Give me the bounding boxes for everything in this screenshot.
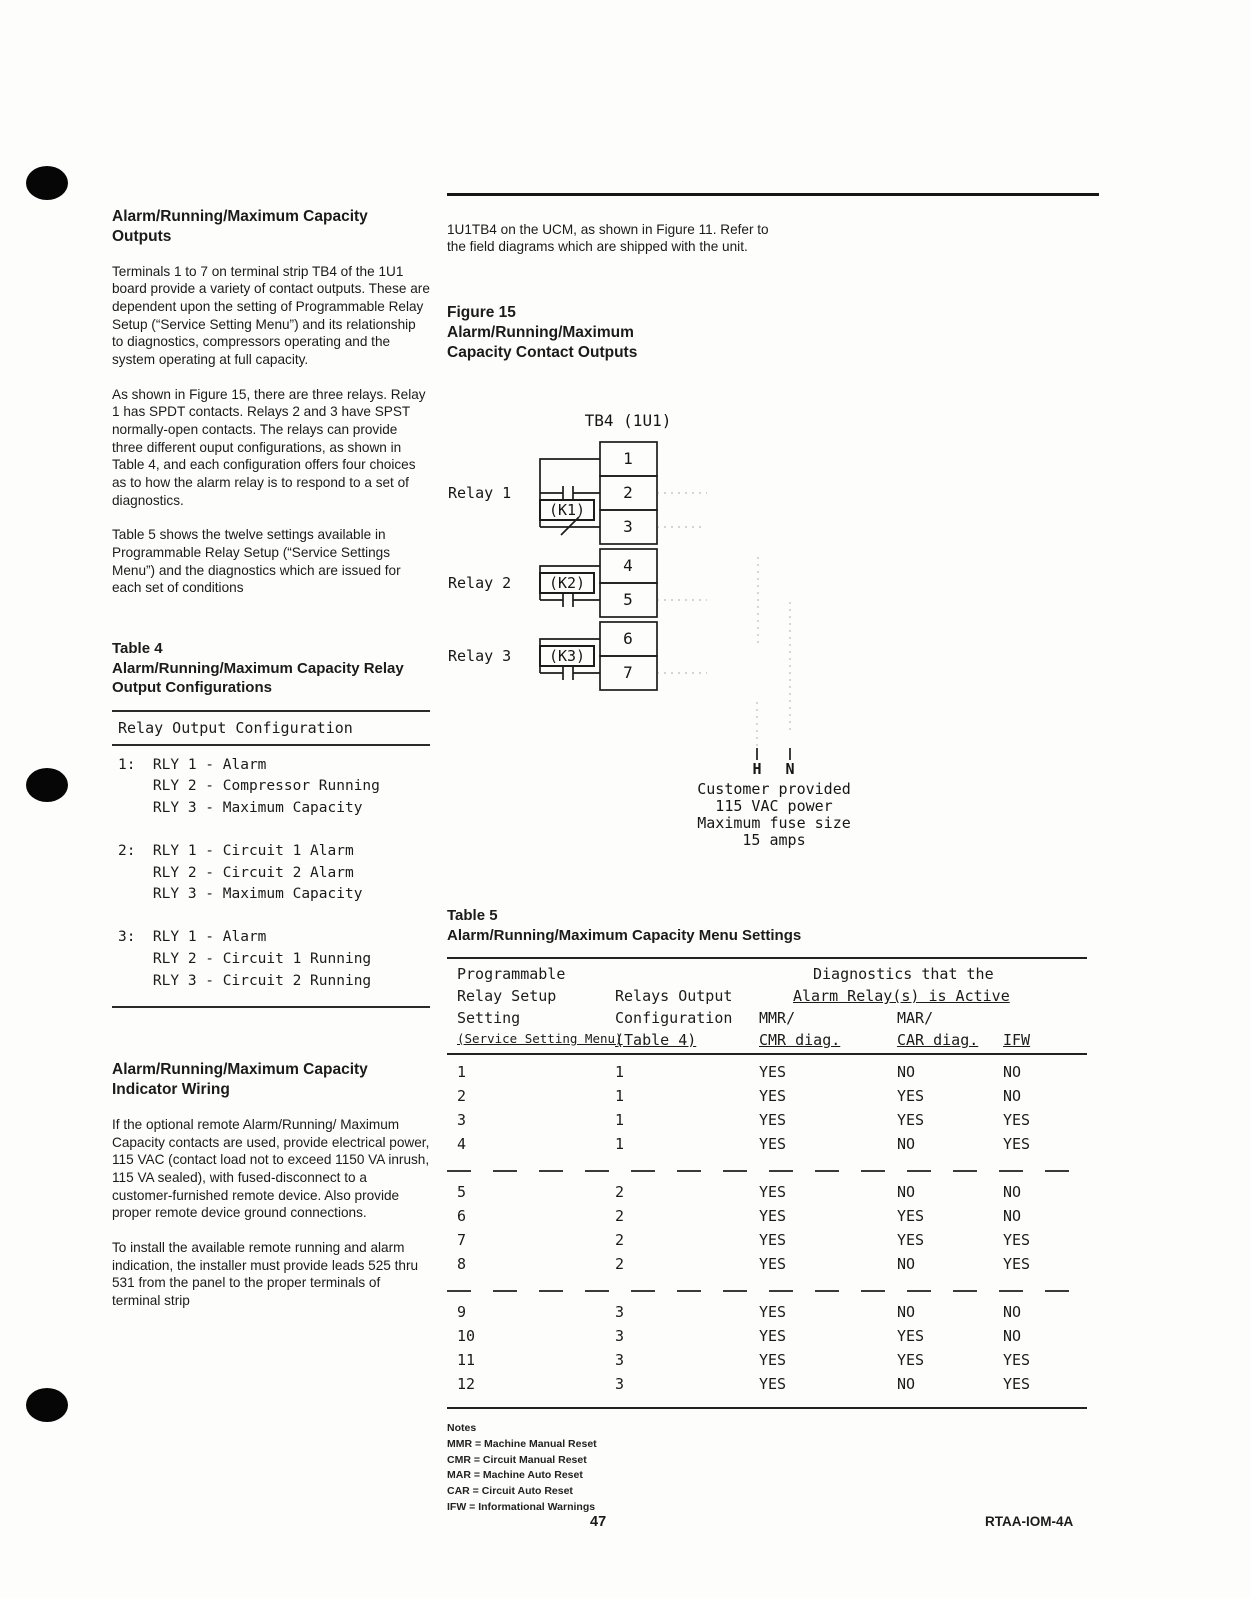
cell-ifw: NO [1003,1327,1022,1345]
table4-header: Relay Output Configuration [112,710,430,746]
power-note-line: Customer provided [697,780,851,798]
table5-title: Alarm/Running/Maximum Capacity Menu Settings [447,926,802,944]
table5-notes [447,1421,1087,1516]
cell-setting: 3 [457,1111,467,1129]
terminal-number: 7 [623,663,633,682]
relay2-coil-label: (K2) [548,574,586,592]
cell-ifw: YES [1003,1231,1031,1249]
cell-setting: 12 [457,1375,476,1393]
cell-ifw: YES [1003,1351,1031,1369]
faint-annotations [657,493,790,747]
table5-row [447,1111,1087,1135]
section-heading-indicator-wiring: Alarm/Running/Maximum Capacity Indicator Wiring [112,1061,368,1099]
table5-row [447,1327,1087,1351]
cell-setting: 11 [457,1351,476,1369]
cell-mar: NO [897,1183,916,1201]
header-col1: Setting [457,1009,521,1027]
header-col2: Configuration [615,1009,733,1027]
table5-row [447,1255,1087,1279]
tb4-label: TB4 (1U1) [584,411,672,430]
wiring-section [112,1060,430,1309]
note-line: Notes [447,1422,477,1434]
divider [112,1006,430,1008]
cell-ifw: NO [1003,1063,1022,1081]
header-col3: CMR diag. [759,1031,841,1049]
paragraph: If the optional remote Alarm/Running/ Maximum Capacity contacts are used, provide electrical power, 115 VAC (contact load not to exceed 1150 VA inrush, 115 VA sealed), with fused-disconnect to a customer-furnished remote device. Also provide proper remote device ground connections. [112,1116,430,1221]
header-col2: (Table 4) [615,1031,697,1049]
power-note-line: 15 amps [742,831,806,849]
power-note-line: 115 VAC power [715,797,833,815]
document-code: RTAA-IOM-4A [985,1514,1074,1529]
header-col1: (Service Setting Menu) [457,1031,623,1046]
cell-config: 3 [615,1351,625,1369]
hole-punch-mark [26,768,68,802]
table4-line: 2: RLY 1 - Circuit 1 Alarm [118,842,354,859]
cell-mmr: YES [759,1303,787,1321]
cell-ifw: NO [1003,1183,1022,1201]
table5-body [447,1055,1087,1399]
cell-mar: NO [897,1375,916,1393]
note-line: CAR = Circuit Auto Reset [447,1485,573,1497]
neutral-lead-label: N [785,760,795,778]
table4 [112,639,430,1008]
header-col4: CAR diag. [897,1031,979,1049]
table4-line: RLY 3 - Maximum Capacity [118,800,363,817]
cell-config: 2 [615,1255,625,1273]
cell-mmr: YES [759,1063,787,1081]
hole-punch-mark [26,1388,68,1422]
table5-row [447,1183,1087,1207]
cell-mar: YES [897,1087,925,1105]
table4-line [118,906,430,927]
note-line: MAR = Machine Auto Reset [447,1469,583,1482]
cell-config: 3 [615,1303,625,1321]
table5-header [447,957,1087,1055]
cell-setting: 10 [457,1327,476,1345]
cell-config: 1 [615,1063,625,1081]
relay2-label: Relay 2 [448,574,512,592]
table4-line: RLY 2 - Circuit 2 Alarm [118,864,354,881]
cell-config: 3 [615,1327,625,1345]
cell-mmr: YES [759,1207,787,1225]
cell-mmr: YES [759,1375,787,1393]
cell-mar: YES [897,1351,925,1369]
cell-mar: YES [897,1231,925,1249]
cell-mar: YES [897,1207,925,1225]
column-rule [447,193,1099,196]
cell-setting: 1 [457,1063,467,1081]
relay1-coil-label: (K1) [548,501,586,519]
table4-line [118,820,430,841]
header-col5: IFW [1003,1031,1031,1049]
figure15-title-line1: Alarm/Running/Maximum [447,324,634,342]
terminal-number: 3 [623,517,633,536]
table5-row [447,1303,1087,1327]
table5-row [447,1207,1087,1231]
divider [447,1407,1087,1409]
cell-ifw: YES [1003,1375,1031,1393]
header-diag: Alarm Relay(s) is Active [793,987,1010,1005]
cell-setting: 6 [457,1207,467,1225]
cell-setting: 2 [457,1087,467,1105]
section-heading-capacity-outputs: Alarm/Running/Maximum Capacity Outputs [112,208,368,245]
cell-config: 1 [615,1087,625,1105]
relay1-label: Relay 1 [448,484,512,502]
table4-line: RLY 3 - Maximum Capacity [118,886,363,903]
cell-ifw: NO [1003,1087,1022,1105]
table4-line: RLY 2 - Circuit 1 Running [118,950,372,967]
header-col3: MMR/ [759,1009,796,1027]
note-line: CMR = Circuit Manual Reset [447,1453,587,1466]
table5-label: Table 5 [447,907,498,924]
terminal-number: 1 [623,449,633,468]
table4-line: 1: RLY 1 - Alarm [118,756,267,773]
figure15-title-line2: Capacity Contact Outputs [447,344,638,362]
cell-mmr: YES [759,1183,787,1201]
cell-ifw: YES [1003,1135,1031,1153]
paragraph: To install the available remote running and alarm indication, the installer must provide leads 525 thru 531 from the panel to the proper terminals of terminal strip [112,1240,419,1309]
cell-mmr: YES [759,1231,787,1249]
terminal-number: 6 [623,629,633,648]
header-diag: Diagnostics that the [813,965,994,983]
hole-punch-mark [26,166,68,200]
cell-mar: YES [897,1327,925,1345]
power-leads [757,748,790,760]
paragraph: Terminals 1 to 7 on terminal strip TB4 of the 1U1 board provide a variety of contact outputs. These are dependent upon the setting of Programmable Relay Setup (“Service Setting Menu”) and its relationship to diagnostics, compressors operating and the system operating at full capacity. [112,263,430,368]
figure15-heading [447,303,637,363]
cell-setting: 8 [457,1255,467,1273]
header-col4: MAR/ [897,1009,934,1027]
paragraph: Table 5 shows the twelve settings available in Programmable Relay Setup (“Service Settings Menu”) and the diagnostics which are issued for each set of conditions [112,527,401,596]
relay3-coil-label: (K3) [548,647,586,665]
note-line: IFW = Informational Warnings [447,1500,596,1513]
cell-mar: NO [897,1303,916,1321]
table4-line: 3: RLY 1 - Alarm [118,929,267,946]
cell-config: 2 [615,1183,625,1201]
note-line: MMR = Machine Manual Reset [447,1437,597,1450]
table5-row [447,1375,1087,1399]
table5-row [447,1087,1087,1111]
cell-mmr: YES [759,1111,787,1129]
header-col1: Programmable [457,965,566,983]
cell-config: 2 [615,1231,625,1249]
cell-config: 3 [615,1375,625,1393]
page-number: 47 [590,1514,607,1530]
group-divider [447,1282,1087,1300]
cell-setting: 5 [457,1183,467,1201]
hot-lead-label: H [752,760,762,778]
cell-setting: 4 [457,1135,467,1153]
terminal-number: 4 [623,556,633,575]
table5-row [447,1231,1087,1255]
cell-ifw: YES [1003,1111,1031,1129]
header-col1: Relay Setup [457,987,557,1005]
left-column [112,207,430,1327]
cell-mmr: YES [759,1255,787,1273]
table4-line: RLY 3 - Circuit 2 Running [118,972,372,989]
cell-setting: 7 [457,1231,467,1249]
terminal-number: 5 [623,590,633,609]
relay3-label: Relay 3 [448,647,512,665]
cell-setting: 9 [457,1303,467,1321]
paragraph: As shown in Figure 15, there are three relays. Relay 1 has SPDT contacts. Relays 2 and 3 have SPST normally-open contacts. The relays can provide three different ouput configurations, as shown in Table 4, and each configuration offers four choices as to how the alarm relay is to respond to a set of diagnostics. [112,386,426,508]
table4-line: RLY 2 - Compressor Running [118,778,380,795]
table5-row [447,1063,1087,1087]
cell-mar: YES [897,1111,925,1129]
table5-row [447,1351,1087,1375]
cell-ifw: YES [1003,1255,1031,1273]
cell-mmr: YES [759,1135,787,1153]
table5 [447,906,1087,1516]
cell-config: 1 [615,1111,625,1129]
figure15-label: Figure 15 [447,304,516,321]
cell-ifw: NO [1003,1303,1022,1321]
table4-body [112,746,430,995]
cell-config: 2 [615,1207,625,1225]
table5-row [447,1135,1087,1159]
terminal-number: 2 [623,483,633,502]
cell-config: 1 [615,1135,625,1153]
cell-mmr: YES [759,1351,787,1369]
cell-mar: NO [897,1063,916,1081]
relay1-wiring [540,459,600,535]
cell-mmr: YES [759,1327,787,1345]
figure15-diagram [440,402,1100,892]
table4-title: Alarm/Running/Maximum Capacity Relay Output Configurations [112,659,404,697]
power-note-line: Maximum fuse size [697,814,851,832]
cell-mar: NO [897,1255,916,1273]
cell-ifw: NO [1003,1207,1022,1225]
table4-label: Table 4 [112,640,163,658]
header-col2: Relays Output [615,987,733,1005]
cell-mmr: YES [759,1087,787,1105]
intro-paragraph: 1U1TB4 on the UCM, as shown in Figure 11. Refer to the field diagrams which are shipped with the unit. [447,221,769,255]
cell-mar: NO [897,1135,916,1153]
group-divider [447,1162,1087,1180]
